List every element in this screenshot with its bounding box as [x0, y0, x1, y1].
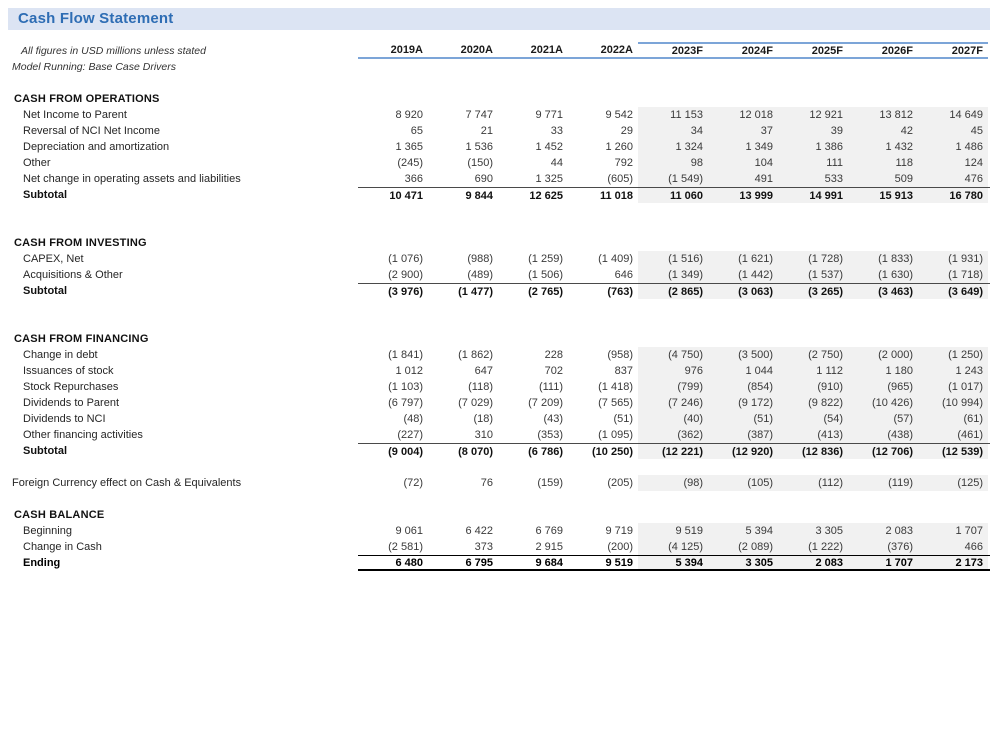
value-cell-2022a: (10 250)	[592, 445, 633, 458]
column-header-2022a: 2022A	[568, 42, 638, 59]
value-cell-2023f: (799)	[638, 379, 708, 395]
cash-flow-table	[8, 42, 990, 571]
value-cell-2022a: 9 519	[605, 556, 633, 569]
row-values	[358, 171, 990, 187]
value-cell-2021a: 1 452	[535, 141, 563, 153]
value-cell-2022a: (1 095)	[598, 429, 633, 441]
value-cell-2026f: 1 432	[848, 139, 918, 155]
value-cell-2022a: (763)	[607, 285, 633, 298]
row-label: Change in Cash	[23, 541, 102, 553]
value-cell-2025f: (12 836)	[778, 444, 848, 459]
value-cell-2023f: (2 865)	[638, 284, 708, 299]
value-cell-2024f: (387)	[708, 427, 778, 443]
value-cell-2019a: (1 841)	[388, 349, 423, 361]
section-header-cash-balance	[8, 507, 990, 523]
value-cell-2024f: 3 305	[708, 556, 778, 569]
spacer-row	[8, 315, 990, 331]
value-cell-2019a: 10 471	[389, 189, 423, 202]
section-header-label: CASH FROM FINANCING	[14, 333, 149, 345]
value-cell-2019a: (3 976)	[388, 285, 423, 298]
value-cell-2027f: (12 539)	[918, 444, 988, 459]
value-cell-2019a: 366	[404, 173, 423, 185]
value-cell-2021a: 44	[550, 157, 563, 169]
row-values	[358, 139, 990, 155]
value-cell-2025f: 1 112	[778, 363, 848, 379]
value-cell-2026f: (376)	[848, 539, 918, 555]
value-cell-2019a: (48)	[403, 413, 423, 425]
value-cell-2020a: 76	[480, 477, 493, 489]
value-cell-2025f: 12 921	[778, 107, 848, 123]
value-cell-2022a: (958)	[607, 349, 633, 361]
row-label: Dividends to NCI	[23, 413, 106, 425]
value-cell-2027f: (61)	[918, 411, 988, 427]
row-ending	[8, 555, 990, 571]
value-cell-2025f: 1 386	[778, 139, 848, 155]
value-cell-2022a: 9 719	[605, 525, 633, 537]
units-note: All figures in USD millions unless stated	[21, 44, 206, 57]
value-cell-2025f: 14 991	[778, 188, 848, 203]
value-cell-2023f: (1 549)	[638, 171, 708, 187]
value-cell-2023f: (4 125)	[638, 539, 708, 555]
row-values	[358, 411, 990, 427]
value-cell-2021a: 33	[550, 125, 563, 137]
value-cell-2026f: 118	[848, 155, 918, 171]
row-values	[358, 251, 990, 267]
row-values	[358, 539, 990, 555]
value-cell-2021a: (1 506)	[528, 269, 563, 281]
value-cell-2022a: 1 260	[605, 141, 633, 153]
row-values	[358, 155, 990, 171]
value-cell-2025f: (3 265)	[778, 284, 848, 299]
row-label: Beginning	[23, 525, 72, 537]
row-other-financing-activities	[8, 427, 990, 443]
value-cell-2024f: 13 999	[708, 188, 778, 203]
value-cell-2022a: 29	[620, 125, 633, 137]
value-cell-2027f: (1 017)	[918, 379, 988, 395]
value-cell-2022a: 792	[614, 157, 633, 169]
value-cell-2027f: 16 780	[918, 188, 988, 203]
value-cell-2019a: (1 103)	[388, 381, 423, 393]
value-cell-2027f: 2 173	[918, 556, 988, 569]
row-values	[358, 443, 990, 459]
value-cell-2021a: 12 625	[529, 189, 563, 202]
value-cell-2021a: 702	[544, 365, 563, 377]
value-cell-2021a: (43)	[543, 413, 563, 425]
value-cell-2025f: 2 083	[778, 556, 848, 569]
value-cell-2021a: 6 769	[535, 525, 563, 537]
row-label: Stock Repurchases	[23, 381, 119, 393]
row-issuances-of-stock	[8, 363, 990, 379]
value-cell-2022a: 646	[614, 269, 633, 281]
value-cell-2027f: (1 931)	[918, 251, 988, 267]
row-values	[358, 267, 990, 283]
value-cell-2027f: 466	[918, 539, 988, 555]
value-cell-2023f: (12 221)	[638, 444, 708, 459]
value-cell-2024f: 37	[708, 123, 778, 139]
value-cell-2027f: (3 649)	[918, 284, 988, 299]
row-values	[358, 379, 990, 395]
value-cell-2023f: (40)	[638, 411, 708, 427]
value-cell-2026f: 1 180	[848, 363, 918, 379]
value-cell-2023f: (7 246)	[638, 395, 708, 411]
value-cell-2019a: (2 900)	[388, 269, 423, 281]
spacer-row	[8, 203, 990, 219]
value-cell-2021a: 228	[544, 349, 563, 361]
value-cell-2025f: 111	[778, 155, 848, 171]
value-cell-2021a: (353)	[537, 429, 563, 441]
value-cell-2020a: 9 844	[465, 189, 493, 202]
value-cell-2021a: 9 771	[535, 109, 563, 121]
value-cell-2024f: 1 044	[708, 363, 778, 379]
row-label: Subtotal	[23, 445, 67, 457]
value-cell-2022a: (51)	[613, 413, 633, 425]
value-cell-2024f: (51)	[708, 411, 778, 427]
value-cell-2027f: 1 486	[918, 139, 988, 155]
column-header-2019a: 2019A	[358, 42, 428, 59]
page-title: Cash Flow Statement	[8, 8, 990, 30]
value-cell-2027f: (125)	[918, 475, 988, 491]
value-cell-2024f: (12 920)	[708, 444, 778, 459]
value-cell-2027f: 1 243	[918, 363, 988, 379]
value-cell-2020a: 6 422	[465, 525, 493, 537]
section-header-label: CASH BALANCE	[14, 509, 105, 521]
value-cell-2027f: 124	[918, 155, 988, 171]
column-header-2020a: 2020A	[428, 42, 498, 59]
row-change-in-debt	[8, 347, 990, 363]
value-cell-2025f: 533	[778, 171, 848, 187]
value-cell-2021a: (1 259)	[528, 253, 563, 265]
row-net-income-to-parent	[8, 107, 990, 123]
value-cell-2021a: 1 325	[535, 173, 563, 185]
row-values	[358, 187, 990, 203]
row-values	[358, 523, 990, 539]
value-cell-2025f: (54)	[778, 411, 848, 427]
value-cell-2025f: 39	[778, 123, 848, 139]
row-label: Other	[23, 157, 51, 169]
value-cell-2027f: (461)	[918, 427, 988, 443]
spacer-row	[8, 219, 990, 235]
value-cell-2024f: 104	[708, 155, 778, 171]
row-dividends-to-parent	[8, 395, 990, 411]
column-header-2025f: 2025F	[778, 42, 848, 59]
section-header-operations	[8, 91, 990, 107]
value-cell-2021a: 9 684	[535, 556, 563, 569]
value-cell-2026f: (12 706)	[848, 444, 918, 459]
row-values	[358, 283, 990, 299]
model-note: Model Running: Base Case Drivers	[12, 61, 176, 73]
value-cell-2020a: 373	[474, 541, 493, 553]
row-change-in-cash	[8, 539, 990, 555]
value-cell-2020a: (18)	[473, 413, 493, 425]
value-cell-2020a: 21	[480, 125, 493, 137]
value-cell-2025f: (910)	[778, 379, 848, 395]
value-cell-2023f: 34	[638, 123, 708, 139]
row-subtotal	[8, 443, 990, 459]
value-cell-2020a: 6 795	[465, 556, 493, 569]
value-cell-2020a: (118)	[468, 381, 493, 393]
value-cell-2019a: 65	[410, 125, 423, 137]
value-cell-2026f: 42	[848, 123, 918, 139]
value-cell-2022a: 9 542	[605, 109, 633, 121]
row-values	[358, 363, 990, 379]
value-cell-2019a: (2 581)	[388, 541, 423, 553]
value-cell-2027f: 476	[918, 171, 988, 187]
value-cell-2025f: (413)	[778, 427, 848, 443]
spacer-row	[8, 299, 990, 315]
value-cell-2024f: (9 172)	[708, 395, 778, 411]
value-cell-2026f: (57)	[848, 411, 918, 427]
value-cell-2020a: 7 747	[465, 109, 493, 121]
column-header-2027f: 2027F	[918, 42, 988, 59]
value-cell-2020a: (7 029)	[458, 397, 493, 409]
section-header-label: CASH FROM INVESTING	[14, 237, 147, 249]
row-values	[358, 427, 990, 443]
value-cell-2023f: 1 324	[638, 139, 708, 155]
value-cell-2020a: (1 477)	[458, 285, 493, 298]
row-label: Net change in operating assets and liabilities	[23, 173, 241, 185]
value-cell-2022a: 11 018	[599, 189, 633, 202]
value-cell-2023f: 98	[638, 155, 708, 171]
value-cell-2023f: (4 750)	[638, 347, 708, 363]
row-label: Other financing activities	[23, 429, 143, 441]
section-header-investing	[8, 235, 990, 251]
column-header-2024f: 2024F	[708, 42, 778, 59]
row-label: Net Income to Parent	[23, 109, 127, 121]
value-cell-2025f: (9 822)	[778, 395, 848, 411]
value-cell-2020a: 1 536	[465, 141, 493, 153]
row-label: Issuances of stock	[23, 365, 114, 377]
row-label: Reversal of NCI Net Income	[23, 125, 160, 137]
value-cell-2025f: (1 537)	[778, 267, 848, 283]
value-cell-2024f: (2 089)	[708, 539, 778, 555]
value-cell-2026f: (438)	[848, 427, 918, 443]
value-cell-2024f: (3 500)	[708, 347, 778, 363]
value-cell-2027f: (10 994)	[918, 395, 988, 411]
value-cell-2024f: (854)	[708, 379, 778, 395]
value-cell-2027f: (1 718)	[918, 267, 988, 283]
value-cell-2024f: (105)	[708, 475, 778, 491]
value-cell-2019a: (227)	[397, 429, 423, 441]
value-cell-2023f: 11 060	[638, 188, 708, 203]
value-cell-2022a: (1 409)	[598, 253, 633, 265]
row-reversal-of-nci-net-income	[8, 123, 990, 139]
value-cell-2021a: (2 765)	[528, 285, 563, 298]
column-header-2026f: 2026F	[848, 42, 918, 59]
value-cell-2019a: (6 797)	[388, 397, 423, 409]
value-cell-2026f: 1 707	[848, 556, 918, 569]
spacer-row	[8, 75, 990, 91]
column-header-row	[8, 42, 990, 59]
value-cell-2022a: (205)	[607, 477, 633, 489]
value-cell-2025f: (1 222)	[778, 539, 848, 555]
row-other	[8, 155, 990, 171]
spacer-row	[8, 459, 990, 475]
row-depreciation-and-amortization	[8, 139, 990, 155]
value-cell-2024f: (1 442)	[708, 267, 778, 283]
value-cell-2021a: (111)	[538, 381, 563, 393]
value-cell-2026f: 2 083	[848, 523, 918, 539]
row-dividends-to-nci	[8, 411, 990, 427]
section-header-label: CASH FROM OPERATIONS	[14, 93, 160, 105]
value-cell-2023f: 5 394	[638, 556, 708, 569]
row-label: Foreign Currency effect on Cash & Equivalents	[12, 477, 242, 489]
value-cell-2025f: (2 750)	[778, 347, 848, 363]
value-cell-2024f: 491	[708, 171, 778, 187]
value-cell-2026f: (3 463)	[848, 284, 918, 299]
row-label: Dividends to Parent	[23, 397, 119, 409]
value-cell-2023f: 11 153	[638, 107, 708, 123]
value-cell-2026f: 13 812	[848, 107, 918, 123]
value-cell-2020a: (1 862)	[458, 349, 493, 361]
value-cell-2019a: 8 920	[395, 109, 423, 121]
value-cell-2019a: 1 012	[395, 365, 423, 377]
value-cell-2019a: (72)	[403, 477, 423, 489]
value-cell-2025f: 3 305	[778, 523, 848, 539]
value-cell-2020a: (8 070)	[458, 445, 493, 458]
row-stock-repurchases	[8, 379, 990, 395]
value-cell-2026f: (1 630)	[848, 267, 918, 283]
value-cell-2022a: (605)	[607, 173, 633, 185]
row-label: Subtotal	[23, 285, 67, 297]
value-cell-2019a: 9 061	[395, 525, 423, 537]
value-cell-2021a: (7 209)	[528, 397, 563, 409]
row-foreign-currency-effect-on-cash-equivalents	[8, 475, 990, 491]
value-cell-2023f: (1 516)	[638, 251, 708, 267]
value-cell-2026f: (1 833)	[848, 251, 918, 267]
value-cell-2022a: (7 565)	[598, 397, 633, 409]
value-cell-2023f: (98)	[638, 475, 708, 491]
value-cell-2026f: (119)	[848, 475, 918, 491]
row-subtotal	[8, 187, 990, 203]
row-label: Depreciation and amortization	[23, 141, 170, 153]
value-cell-2021a: (159)	[537, 477, 563, 489]
value-cell-2023f: 9 519	[638, 523, 708, 539]
row-values	[358, 107, 990, 123]
value-cell-2019a: (9 004)	[388, 445, 423, 458]
value-cell-2027f: (1 250)	[918, 347, 988, 363]
value-cell-2019a: (1 076)	[388, 253, 423, 265]
value-cell-2025f: (1 728)	[778, 251, 848, 267]
value-cell-2024f: 5 394	[708, 523, 778, 539]
value-cell-2023f: 976	[638, 363, 708, 379]
value-cell-2026f: (965)	[848, 379, 918, 395]
value-cell-2025f: (112)	[778, 475, 848, 491]
value-cell-2024f: 1 349	[708, 139, 778, 155]
value-cell-2021a: (6 786)	[528, 445, 563, 458]
value-cell-2020a: (489)	[467, 269, 493, 281]
value-cell-2024f: (3 063)	[708, 284, 778, 299]
value-cell-2024f: (1 621)	[708, 251, 778, 267]
year-columns	[358, 42, 990, 59]
value-cell-2026f: 509	[848, 171, 918, 187]
row-acquisitions-other	[8, 267, 990, 283]
value-cell-2022a: 837	[614, 365, 633, 377]
value-cell-2020a: 310	[474, 429, 493, 441]
value-cell-2019a: 6 480	[395, 556, 423, 569]
value-cell-2019a: 1 365	[395, 141, 423, 153]
spacer-row	[8, 491, 990, 507]
row-values	[358, 123, 990, 139]
row-values	[358, 475, 990, 491]
value-cell-2022a: (1 418)	[598, 381, 633, 393]
row-values	[358, 395, 990, 411]
row-label: Subtotal	[23, 189, 67, 201]
value-cell-2022a: (200)	[607, 541, 633, 553]
value-cell-2027f: 1 707	[918, 523, 988, 539]
column-header-2023f: 2023F	[638, 42, 708, 59]
row-net-change-in-operating-assets-and-liabilities	[8, 171, 990, 187]
value-cell-2023f: (362)	[638, 427, 708, 443]
value-cell-2026f: (2 000)	[848, 347, 918, 363]
row-subtotal	[8, 283, 990, 299]
row-capex-net	[8, 251, 990, 267]
row-label: CAPEX, Net	[23, 253, 84, 265]
model-note-row	[8, 59, 990, 75]
value-cell-2026f: 15 913	[848, 188, 918, 203]
row-values	[358, 555, 990, 571]
section-header-financing	[8, 331, 990, 347]
value-cell-2020a: (150)	[467, 157, 493, 169]
row-label: Change in debt	[23, 349, 98, 361]
value-cell-2019a: (245)	[397, 157, 423, 169]
row-label: Acquisitions & Other	[23, 269, 123, 281]
row-values	[358, 347, 990, 363]
row-label: Ending	[23, 557, 61, 569]
value-cell-2021a: 2 915	[535, 541, 563, 553]
value-cell-2023f: (1 349)	[638, 267, 708, 283]
value-cell-2024f: 12 018	[708, 107, 778, 123]
value-cell-2027f: 45	[918, 123, 988, 139]
value-cell-2020a: 690	[474, 173, 493, 185]
value-cell-2020a: (988)	[467, 253, 493, 265]
value-cell-2027f: 14 649	[918, 107, 988, 123]
row-beginning	[8, 523, 990, 539]
value-cell-2026f: (10 426)	[848, 395, 918, 411]
column-header-2021a: 2021A	[498, 42, 568, 59]
value-cell-2020a: 647	[474, 365, 493, 377]
